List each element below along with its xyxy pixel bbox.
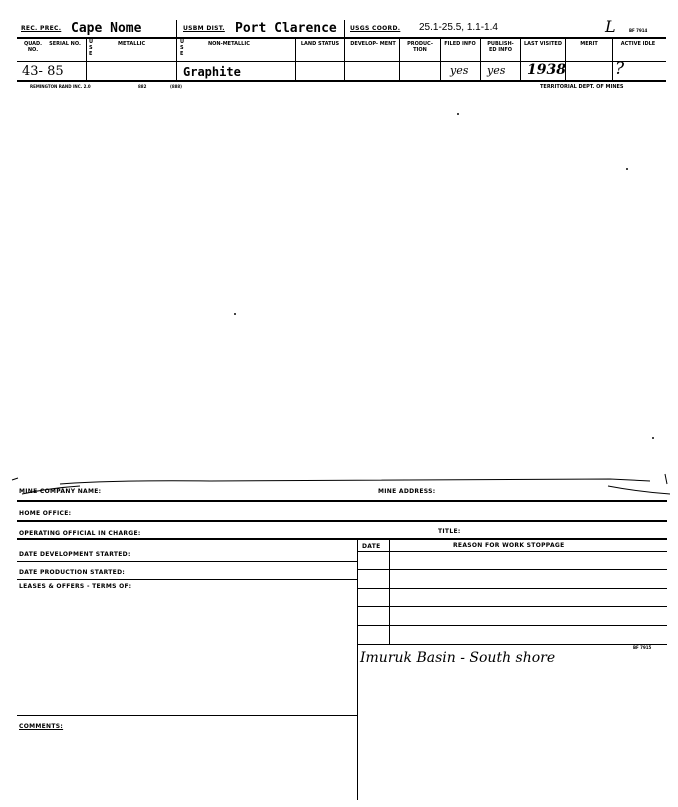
handwritten-location-note: Imuruk Basin - South shore (360, 650, 556, 666)
active-idle-value: ? (615, 59, 625, 79)
footer-left: REMINGTON RAND INC. 2.0 (30, 84, 91, 89)
date-development-started-label: DATE DEVELOPMENT STARTED: (19, 551, 131, 558)
header-land-status: LAND STATUS (300, 41, 340, 47)
rec-prec-value: Cape Nome (71, 21, 142, 36)
header-use-nonmetallic: U S E (180, 39, 185, 57)
footer-right: TERRITORIAL DEPT. OF MINES (540, 84, 624, 90)
mine-company-name-label: MINE COMPANY NAME: (19, 488, 102, 495)
non-metallic-value: Graphite (183, 65, 241, 79)
header-production: PRODUC- TION (407, 41, 433, 53)
leases-offers-label: LEASES & OFFERS - TERMS OF: (19, 583, 132, 590)
reason-column-header: REASON FOR WORK STOPPAGE (453, 542, 565, 549)
title-label: TITLE: (438, 528, 461, 535)
home-office-label: HOME OFFICE: (19, 510, 72, 517)
usgs-coord-value: 25.1-25.5, 1.1-1.4 (419, 22, 498, 33)
footer-code-2: (888) (170, 84, 183, 89)
usbm-dist-label: USBM DIST. (183, 25, 225, 32)
corner-mark: L (605, 17, 616, 36)
usgs-coord-label: USGS COORD. (350, 25, 401, 32)
card-top-edge (10, 470, 670, 500)
last-visited-value: 1938 (527, 62, 566, 78)
comments-label: COMMENTS: (19, 723, 64, 730)
form-code: BF 7914 (629, 28, 648, 33)
quad-serial-value: 43- 85 (22, 64, 64, 79)
header-filed-info: FILED INFO (444, 41, 476, 47)
left-right-divider (357, 538, 358, 800)
rule-mid (17, 61, 666, 62)
rule-top (17, 37, 666, 39)
date-column-divider (389, 538, 390, 644)
filed-info-value: yes (450, 64, 469, 77)
date-column-header: DATE (362, 543, 381, 550)
header-merit: MERIT (580, 41, 598, 47)
date-production-started-label: DATE PRODUCTION STARTED: (19, 569, 126, 576)
header-last-visited: LAST VISITED (524, 41, 562, 47)
rec-prec-label: REC. PREC. (21, 25, 62, 32)
header-non-metallic: NON-METALLIC (208, 41, 250, 47)
scan-speck (652, 437, 654, 439)
header-serial-no: SERIAL NO. (49, 41, 81, 47)
usbm-dist-value: Port Clarence (235, 21, 337, 36)
scan-speck (234, 313, 236, 315)
scan-speck (457, 113, 459, 115)
bottom-form-code: BF 7915 (633, 645, 652, 650)
header-quad-no: QUAD. NO. (23, 41, 43, 53)
footer-code-1: 882 (138, 84, 147, 89)
operating-official-label: OPERATING OFFICIAL IN CHARGE: (19, 530, 141, 537)
header-active-idle: ACTIVE IDLE (620, 41, 656, 47)
header-metallic: METALLIC (118, 41, 146, 47)
header-published-info: PUBLISH- ED INFO (487, 41, 514, 53)
rule-bottom (17, 80, 666, 82)
header-development: DEVELOP- MENT (350, 41, 396, 47)
scan-speck (626, 168, 628, 170)
published-info-value: yes (487, 64, 506, 77)
mine-address-label: MINE ADDRESS: (378, 488, 436, 495)
header-use-metallic: U S E (89, 39, 94, 57)
